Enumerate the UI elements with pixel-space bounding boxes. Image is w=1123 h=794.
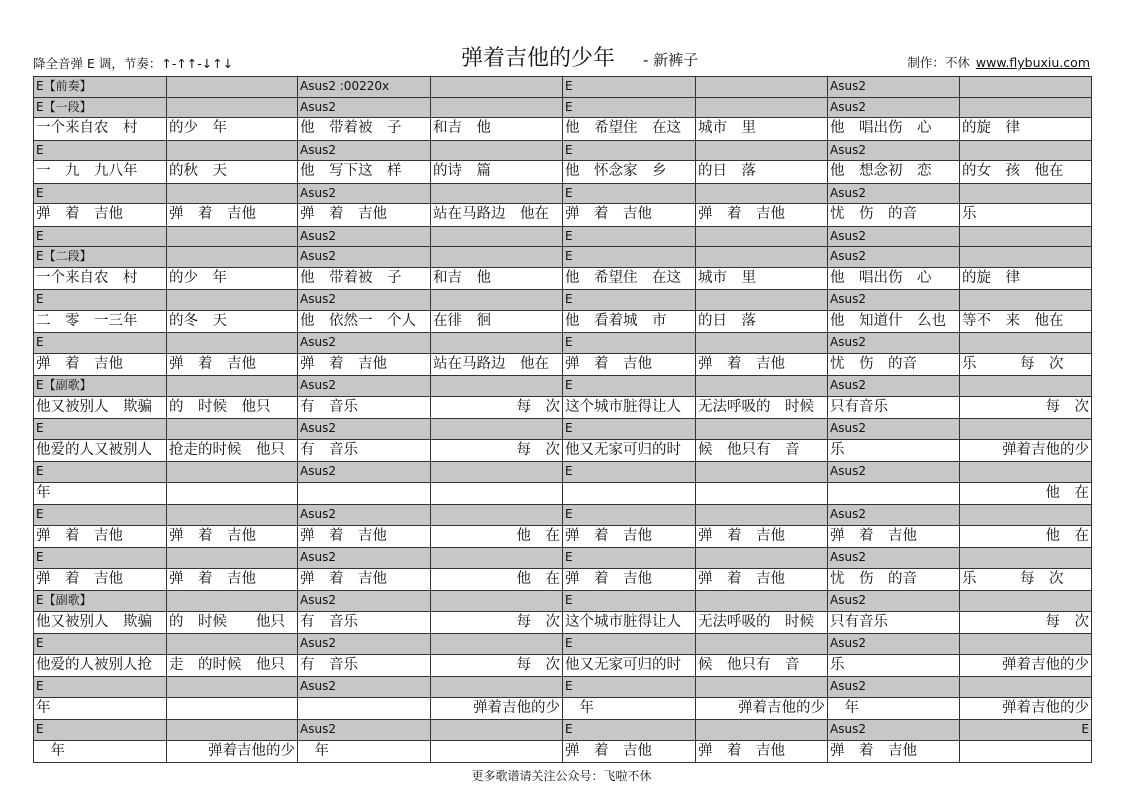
chord-cell: E (563, 720, 696, 741)
chord-row (34, 634, 1092, 655)
chord-cell (696, 462, 828, 483)
chord-cell (167, 419, 298, 440)
chord-cell: E (563, 247, 696, 268)
lyric-row (34, 118, 1092, 141)
chord-cell: Asus2 :00220x (298, 77, 431, 98)
chord-cell (696, 419, 828, 440)
lyric-row (34, 697, 1092, 720)
lyric-cell: 城市 里 (696, 118, 828, 141)
lyric-cell: 他 看着城 市 (563, 310, 696, 333)
chord-cell: E (34, 290, 167, 311)
lyric-cell: 的旋 律 (960, 267, 1092, 290)
lyric-cell: 一 九 九八年 (34, 161, 167, 184)
chord-cell (431, 677, 563, 698)
chord-cell (960, 419, 1092, 440)
chord-cell: Asus2 (298, 226, 431, 247)
lyric-row (34, 310, 1092, 333)
chord-cell (431, 462, 563, 483)
lyric-cell: 每 次 (431, 439, 563, 462)
artist-name: - 新裤子 (643, 51, 699, 69)
chord-cell: E【一段】 (34, 97, 167, 118)
lyric-cell: 忧 伤 的音 (828, 204, 960, 227)
lyric-cell: 他又被别人 欺骗 (34, 396, 167, 419)
chord-cell (167, 333, 298, 354)
chord-cell: E (563, 77, 696, 98)
chord-cell (431, 247, 563, 268)
lyric-cell: 他又被别人 欺骗 (34, 611, 167, 634)
lyric-cell: 他 带着被 子 (298, 118, 431, 141)
chord-row (34, 720, 1092, 741)
lyric-cell (298, 697, 431, 720)
lyric-cell: 每 次 (431, 396, 563, 419)
lyric-cell: 弹 着 吉他 (167, 568, 298, 591)
lyric-cell: 每 次 (431, 611, 563, 634)
lyric-cell: 弹着吉他的少 (167, 740, 298, 763)
lyric-row (34, 161, 1092, 184)
lyric-cell: 弹 着 吉他 (696, 353, 828, 376)
lyric-cell: 弹 着 吉他 (696, 740, 828, 763)
chord-cell (696, 333, 828, 354)
lyric-cell: 忧 伤 的音 (828, 568, 960, 591)
lyric-cell: 无法呼吸的 时候 (696, 396, 828, 419)
lyric-cell: 一个来自农 村 (34, 118, 167, 141)
lyric-cell: 弹着吉他的少 (960, 697, 1092, 720)
lyric-cell: 只有音乐 (828, 611, 960, 634)
chord-cell: Asus2 (298, 505, 431, 526)
lyric-row (34, 611, 1092, 634)
chord-cell: E (34, 720, 167, 741)
chord-cell (960, 226, 1092, 247)
lyric-cell: 弹着吉他的少 (696, 697, 828, 720)
lyric-cell: 弹 着 吉他 (563, 740, 696, 763)
chord-cell (960, 591, 1092, 612)
chord-cell (431, 226, 563, 247)
lyric-cell: 他 知道什 么也 (828, 310, 960, 333)
chord-cell (696, 634, 828, 655)
chord-cell: Asus2 (828, 247, 960, 268)
chord-cell (431, 591, 563, 612)
chord-row (34, 333, 1092, 354)
chord-cell: Asus2 (298, 720, 431, 741)
chord-cell: Asus2 (828, 677, 960, 698)
chord-cell: E (563, 591, 696, 612)
chord-cell (167, 376, 298, 397)
chord-cell: E (34, 140, 167, 161)
lyric-cell: 他 唱出伤 心 (828, 118, 960, 141)
chord-row (34, 97, 1092, 118)
chord-cell: E (34, 462, 167, 483)
lyric-cell: 无法呼吸的 时候 (696, 611, 828, 634)
lyric-cell: 他爱的人被别人抢 (34, 654, 167, 677)
chord-cell (960, 77, 1092, 98)
chord-cell: Asus2 (298, 247, 431, 268)
chord-cell (960, 548, 1092, 569)
chord-cell: E【副歌】 (34, 591, 167, 612)
chord-cell (431, 548, 563, 569)
lyric-row (34, 353, 1092, 376)
chord-cell (960, 376, 1092, 397)
chord-cell (431, 419, 563, 440)
lyric-cell: 的秋 天 (167, 161, 298, 184)
lyric-cell: 的少 年 (167, 118, 298, 141)
lyric-cell: 他爱的人又被别人 (34, 439, 167, 462)
chord-cell (431, 505, 563, 526)
lyric-cell: 弹 着 吉他 (298, 204, 431, 227)
chord-cell: Asus2 (298, 183, 431, 204)
chord-cell: Asus2 (298, 548, 431, 569)
lyric-cell: 弹 着 吉他 (298, 525, 431, 548)
lyric-cell: 弹 着 吉他 (696, 204, 828, 227)
chord-cell: Asus2 (298, 591, 431, 612)
lyric-row (34, 525, 1092, 548)
chord-cell: Asus2 (828, 183, 960, 204)
chord-cell (167, 97, 298, 118)
chord-cell: Asus2 (298, 419, 431, 440)
lyric-cell: 候 他只有 音 (696, 654, 828, 677)
lyric-cell: 弹 着 吉他 (298, 568, 431, 591)
lyric-cell: 年 (34, 697, 167, 720)
lyric-cell: 乐 (828, 439, 960, 462)
chord-cell: Asus2 (828, 226, 960, 247)
chord-cell: Asus2 (828, 290, 960, 311)
chord-cell: Asus2 (298, 290, 431, 311)
chord-cell: E (34, 333, 167, 354)
chord-cell (696, 77, 828, 98)
lyric-cell: 年 (563, 697, 696, 720)
lyric-cell: 弹 着 吉他 (167, 204, 298, 227)
chord-cell: Asus2 (828, 140, 960, 161)
credit-author: 制作：不休 (907, 55, 970, 70)
lyric-cell (960, 740, 1092, 763)
chord-row (34, 77, 1092, 98)
chord-cell (696, 183, 828, 204)
lyric-cell: 他 希望住 在这 (563, 118, 696, 141)
chord-row (34, 591, 1092, 612)
lyric-cell: 这个城市脏得让人 (563, 396, 696, 419)
chord-cell: E (563, 634, 696, 655)
lyric-cell: 乐 每 次 (960, 568, 1092, 591)
lyric-cell: 年 (34, 482, 167, 505)
lyric-cell: 乐 (828, 654, 960, 677)
lyric-cell: 弹 着 吉他 (34, 568, 167, 591)
song-title: 弹着吉他的少年 (461, 46, 616, 71)
chord-cell (431, 290, 563, 311)
lyric-cell: 走 的时候 他只 (167, 654, 298, 677)
lyric-cell: 这个城市脏得让人 (563, 611, 696, 634)
chord-cell: E (34, 419, 167, 440)
lyric-cell: 的 时候 他只 (167, 611, 298, 634)
chord-cell (696, 247, 828, 268)
chord-cell: Asus2 (298, 376, 431, 397)
lyric-cell: 等不 来 他在 (960, 310, 1092, 333)
chord-cell: E (960, 720, 1092, 741)
chord-cell: E (563, 462, 696, 483)
chord-cell (696, 226, 828, 247)
chord-cell: E (34, 677, 167, 698)
chord-row (34, 140, 1092, 161)
chord-cell (696, 548, 828, 569)
chord-cell: Asus2 (828, 97, 960, 118)
key-and-rhythm: 降全音弹 E 调，节奏：↑-↑↑-↓↑↓ (33, 56, 234, 71)
chord-cell (167, 226, 298, 247)
chord-cell: E (34, 505, 167, 526)
footer-note: 更多歌谱请关注公众号：飞啦不休 (471, 769, 652, 783)
lyric-cell: 他又无家可归的时 (563, 654, 696, 677)
lyric-cell: 每 次 (960, 611, 1092, 634)
chord-cell: Asus2 (828, 77, 960, 98)
lyric-cell: 他 带着被 子 (298, 267, 431, 290)
lyric-cell: 忧 伤 的音 (828, 353, 960, 376)
lyric-cell: 弹 着 吉他 (563, 204, 696, 227)
chord-cell (167, 634, 298, 655)
chord-cell (960, 290, 1092, 311)
chord-cell (431, 634, 563, 655)
lyric-cell: 他 在 (431, 568, 563, 591)
chord-cell (167, 140, 298, 161)
lyric-cell: 的日 落 (696, 310, 828, 333)
lyric-cell: 二 零 一三年 (34, 310, 167, 333)
chord-cell: Asus2 (828, 462, 960, 483)
lyric-cell: 弹 着 吉他 (563, 525, 696, 548)
lyric-cell: 他 怀念家 乡 (563, 161, 696, 184)
lyric-row (34, 439, 1092, 462)
lyric-cell: 候 他只有 音 (696, 439, 828, 462)
chord-lyric-sheet (33, 76, 1092, 763)
chord-cell: Asus2 (298, 140, 431, 161)
lyric-cell: 只有音乐 (828, 396, 960, 419)
chord-cell (696, 720, 828, 741)
chord-cell (960, 505, 1092, 526)
chord-cell: E (34, 183, 167, 204)
lyric-cell: 的 时候 他只 (167, 396, 298, 419)
lyric-cell: 他 在 (431, 525, 563, 548)
chord-cell: E (563, 183, 696, 204)
lyric-row (34, 740, 1092, 763)
chord-cell (431, 376, 563, 397)
chord-cell: Asus2 (828, 505, 960, 526)
lyric-cell: 弹着吉他的少 (960, 654, 1092, 677)
lyric-cell: 年 (828, 697, 960, 720)
lyric-cell: 的女 孩 他在 (960, 161, 1092, 184)
lyric-cell: 弹 着 吉他 (167, 525, 298, 548)
lyric-cell: 每 次 (431, 654, 563, 677)
chord-cell (960, 140, 1092, 161)
lyric-cell (431, 482, 563, 505)
chord-cell: E (34, 226, 167, 247)
lyric-row (34, 396, 1092, 419)
chord-cell (167, 247, 298, 268)
chord-row (34, 226, 1092, 247)
lyric-cell: 弹 着 吉他 (828, 525, 960, 548)
lyric-cell: 和吉 他 (431, 118, 563, 141)
chord-cell (167, 462, 298, 483)
lyric-cell: 弹着吉他的少 (431, 697, 563, 720)
lyric-cell: 弹 着 吉他 (167, 353, 298, 376)
credit (907, 53, 1090, 71)
lyric-cell: 的少 年 (167, 267, 298, 290)
chord-cell: Asus2 (828, 419, 960, 440)
lyric-cell: 他 希望住 在这 (563, 267, 696, 290)
chord-row (34, 419, 1092, 440)
lyric-cell: 有 音乐 (298, 611, 431, 634)
chord-cell (431, 140, 563, 161)
chord-cell: Asus2 (298, 677, 431, 698)
lyric-cell: 弹 着 吉他 (696, 525, 828, 548)
chord-row (34, 183, 1092, 204)
chord-cell (167, 591, 298, 612)
chord-cell (431, 97, 563, 118)
chord-row (34, 290, 1092, 311)
lyric-cell: 他 唱出伤 心 (828, 267, 960, 290)
lyric-cell: 年 (34, 740, 167, 763)
lyric-cell: 弹 着 吉他 (34, 204, 167, 227)
chord-row (34, 548, 1092, 569)
chord-cell: E (563, 548, 696, 569)
chord-cell (960, 183, 1092, 204)
chord-cell (167, 183, 298, 204)
chord-cell (431, 183, 563, 204)
lyric-cell (167, 482, 298, 505)
lyric-cell: 他又无家可归的时 (563, 439, 696, 462)
lyric-cell: 弹 着 吉他 (563, 353, 696, 376)
chord-cell: E【副歌】 (34, 376, 167, 397)
lyric-cell: 他 在 (960, 525, 1092, 548)
chord-cell: E (563, 290, 696, 311)
lyric-row (34, 204, 1092, 227)
chord-cell (167, 548, 298, 569)
lyric-cell: 抢走的时候 他只 (167, 439, 298, 462)
lyric-cell: 有 音乐 (298, 396, 431, 419)
lyric-cell: 的诗 篇 (431, 161, 563, 184)
lyric-row (34, 267, 1092, 290)
chord-row (34, 462, 1092, 483)
chord-cell (696, 290, 828, 311)
lyric-cell: 弹 着 吉他 (298, 353, 431, 376)
lyric-row (34, 482, 1092, 505)
chord-cell (960, 333, 1092, 354)
chord-cell: Asus2 (828, 376, 960, 397)
lyric-cell: 弹 着 吉他 (34, 525, 167, 548)
lyric-cell: 弹 着 吉他 (34, 353, 167, 376)
lyric-cell: 的日 落 (696, 161, 828, 184)
lyric-cell: 城市 里 (696, 267, 828, 290)
lyric-cell: 年 (298, 740, 431, 763)
chord-cell (431, 77, 563, 98)
chord-cell: Asus2 (828, 634, 960, 655)
chord-cell: E (34, 634, 167, 655)
lyric-cell: 有 音乐 (298, 654, 431, 677)
chord-row (34, 505, 1092, 526)
lyric-row (34, 654, 1092, 677)
chord-cell (960, 462, 1092, 483)
lyric-cell: 他 想念初 恋 (828, 161, 960, 184)
chord-cell: E (563, 419, 696, 440)
lyric-cell: 弹 着 吉他 (828, 740, 960, 763)
lyric-cell: 每 次 (960, 396, 1092, 419)
chord-cell (696, 97, 828, 118)
chord-cell (167, 77, 298, 98)
chord-cell (696, 376, 828, 397)
lyric-cell: 乐 (960, 204, 1092, 227)
chord-cell (167, 505, 298, 526)
lyric-cell (431, 740, 563, 763)
lyric-row (34, 568, 1092, 591)
lyric-cell (167, 697, 298, 720)
lyric-cell (696, 482, 828, 505)
chord-cell: E (563, 333, 696, 354)
lyric-cell (563, 482, 696, 505)
lyric-cell: 乐 每 次 (960, 353, 1092, 376)
sheet-header (33, 40, 1090, 76)
chord-cell (960, 97, 1092, 118)
lyric-cell: 他 在 (960, 482, 1092, 505)
chord-cell (167, 290, 298, 311)
chord-cell: Asus2 (828, 333, 960, 354)
lyric-cell: 在徘 徊 (431, 310, 563, 333)
chord-cell: E (34, 548, 167, 569)
chord-cell: E【二段】 (34, 247, 167, 268)
chord-cell: E (563, 505, 696, 526)
lyric-cell (298, 482, 431, 505)
lyric-cell: 弹着吉他的少 (960, 439, 1092, 462)
lyric-cell: 和吉 他 (431, 267, 563, 290)
chord-cell: Asus2 (828, 548, 960, 569)
chord-cell: E (563, 140, 696, 161)
chord-row (34, 247, 1092, 268)
chord-cell: Asus2 (298, 333, 431, 354)
chord-row (34, 376, 1092, 397)
lyric-cell: 的冬 天 (167, 310, 298, 333)
lyric-cell: 弹 着 吉他 (563, 568, 696, 591)
chord-cell (431, 720, 563, 741)
chord-row (34, 677, 1092, 698)
chord-cell (431, 333, 563, 354)
lyric-cell: 站在马路边 他在 (431, 353, 563, 376)
chord-cell: Asus2 (828, 591, 960, 612)
lyric-cell: 他 写下这 样 (298, 161, 431, 184)
lyric-cell (828, 482, 960, 505)
lyric-cell: 他 依然一 个人 (298, 310, 431, 333)
chord-cell (696, 505, 828, 526)
chord-cell: Asus2 (298, 462, 431, 483)
chord-cell: E (563, 226, 696, 247)
chord-cell: E【前奏】 (34, 77, 167, 98)
chord-cell (167, 677, 298, 698)
chord-cell: E (563, 97, 696, 118)
lyric-cell: 站在马路边 他在 (431, 204, 563, 227)
chord-cell: E (563, 376, 696, 397)
lyric-cell: 有 音乐 (298, 439, 431, 462)
chord-cell: Asus2 (828, 720, 960, 741)
lyric-cell: 弹 着 吉他 (696, 568, 828, 591)
site-link[interactable]: www.flybuxiu.com (975, 55, 1090, 70)
lyric-cell: 的旋 律 (960, 118, 1092, 141)
chord-cell (167, 720, 298, 741)
chord-cell (960, 634, 1092, 655)
chord-cell (696, 140, 828, 161)
chord-cell: Asus2 (298, 634, 431, 655)
chord-cell: Asus2 (298, 97, 431, 118)
lyric-cell: 一个来自农 村 (34, 267, 167, 290)
chord-cell (960, 677, 1092, 698)
chord-cell (960, 247, 1092, 268)
chord-cell: E (563, 677, 696, 698)
chord-cell (696, 591, 828, 612)
chord-cell (696, 677, 828, 698)
